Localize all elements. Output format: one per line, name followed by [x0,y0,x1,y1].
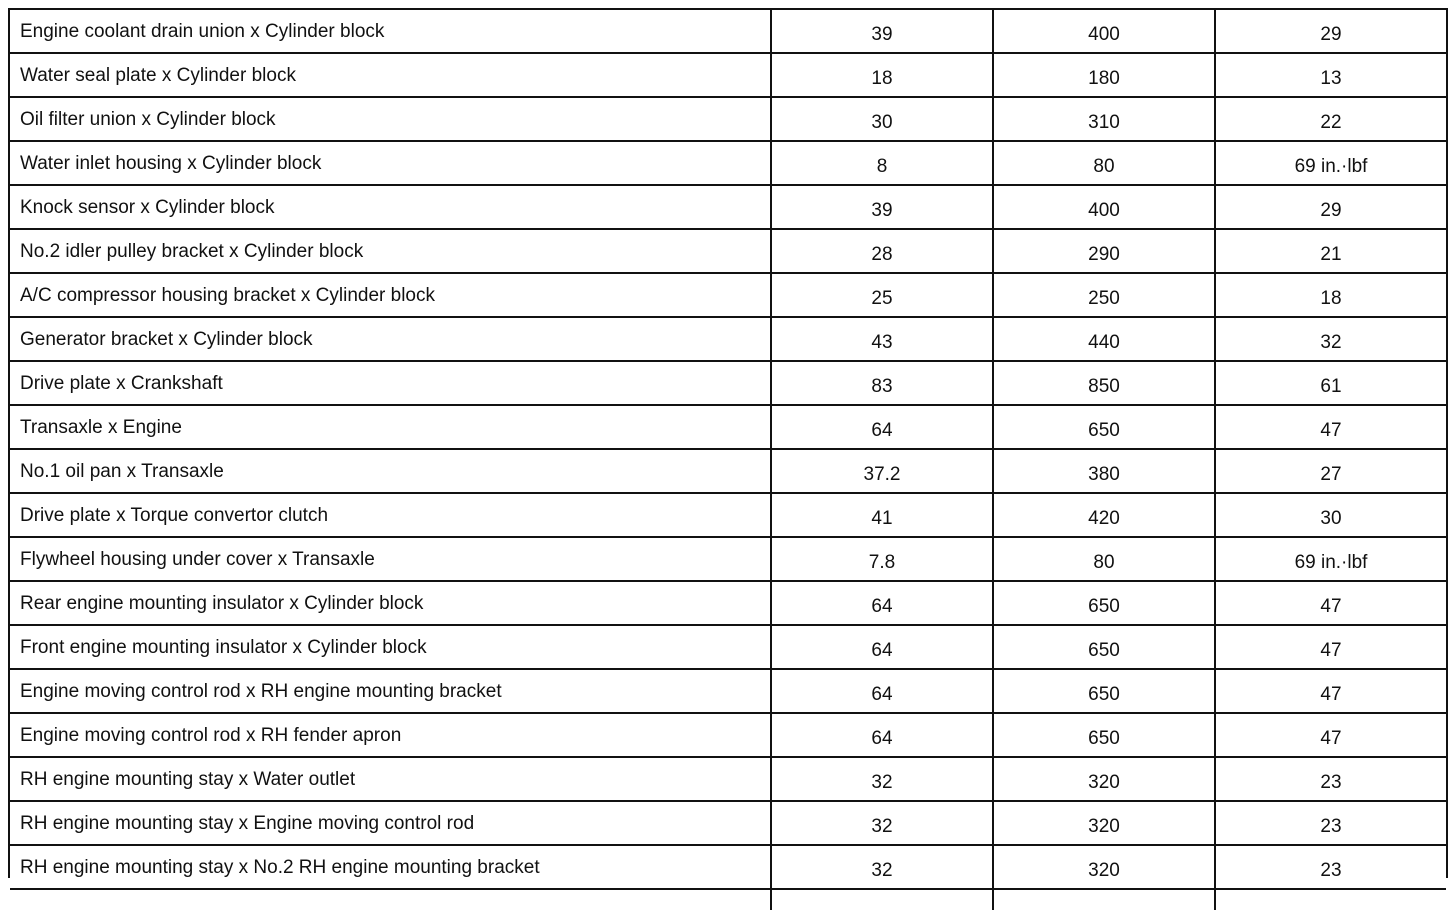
cell-empty [10,889,771,910]
part-name-cell: Engine moving control rod x RH engine mounting bracket [10,669,771,713]
part-name-cell: Engine coolant drain union x Cylinder block [10,10,771,53]
table-row [10,10,1446,53]
torque-kgf-cm-cell: 850 [993,361,1215,405]
table-row [10,581,1446,625]
torque-ft-lbf-cell: 27 [1215,449,1446,493]
torque-nm-cell: 64 [771,405,993,449]
part-name-cell: Oil filter union x Cylinder block [10,97,771,141]
part-name-cell: Knock sensor x Cylinder block [10,185,771,229]
torque-kgf-cm-cell: 250 [993,273,1215,317]
torque-ft-lbf-cell: 23 [1215,845,1446,889]
torque-nm-cell: 7.8 [771,537,993,581]
torque-kgf-cm-cell: 650 [993,713,1215,757]
table-row [10,845,1446,889]
part-name-cell: RH engine mounting stay x Engine moving control rod [10,801,771,845]
table-row [10,493,1446,537]
part-name-cell: RH engine mounting stay x No.2 RH engine mounting bracket [10,845,771,889]
torque-kgf-cm-cell: 80 [993,141,1215,185]
torque-ft-lbf-cell: 47 [1215,625,1446,669]
torque-ft-lbf-cell: 29 [1215,10,1446,53]
torque-kgf-cm-cell: 320 [993,757,1215,801]
torque-kgf-cm-cell: 320 [993,801,1215,845]
torque-ft-lbf-cell: 23 [1215,801,1446,845]
part-name-cell: A/C compressor housing bracket x Cylinder block [10,273,771,317]
torque-table-body [10,10,1446,910]
part-name-cell: RH engine mounting stay x Water outlet [10,757,771,801]
torque-nm-cell: 64 [771,713,993,757]
torque-ft-lbf-cell: 29 [1215,185,1446,229]
part-name-cell: Front engine mounting insulator x Cylinder block [10,625,771,669]
torque-ft-lbf-cell: 47 [1215,405,1446,449]
torque-kgf-cm-cell: 180 [993,53,1215,97]
torque-nm-cell: 28 [771,229,993,273]
torque-nm-cell: 32 [771,845,993,889]
torque-kgf-cm-cell: 290 [993,229,1215,273]
torque-nm-cell: 30 [771,97,993,141]
torque-ft-lbf-cell: 47 [1215,581,1446,625]
table-row [10,317,1446,361]
torque-nm-cell: 64 [771,581,993,625]
torque-ft-lbf-cell: 69 in.·lbf [1215,537,1446,581]
torque-kgf-cm-cell: 650 [993,625,1215,669]
table-row [10,757,1446,801]
table-row [10,669,1446,713]
torque-kgf-cm-cell: 400 [993,10,1215,53]
torque-ft-lbf-cell: 61 [1215,361,1446,405]
table-row [10,53,1446,97]
torque-ft-lbf-cell: 13 [1215,53,1446,97]
torque-nm-cell: 43 [771,317,993,361]
torque-nm-cell: 41 [771,493,993,537]
torque-nm-cell: 18 [771,53,993,97]
torque-nm-cell: 8 [771,141,993,185]
table-row [10,449,1446,493]
table-row [10,625,1446,669]
torque-ft-lbf-cell: 22 [1215,97,1446,141]
part-name-cell: Rear engine mounting insulator x Cylinder block [10,581,771,625]
cell-empty [771,889,993,910]
torque-kgf-cm-cell: 650 [993,669,1215,713]
torque-nm-cell: 39 [771,185,993,229]
torque-kgf-cm-cell: 380 [993,449,1215,493]
table-row [10,229,1446,273]
torque-nm-cell: 64 [771,669,993,713]
torque-spec-table [10,10,1446,910]
torque-ft-lbf-cell: 47 [1215,669,1446,713]
torque-nm-cell: 37.2 [771,449,993,493]
part-name-cell: Flywheel housing under cover x Transaxle [10,537,771,581]
torque-ft-lbf-cell: 23 [1215,757,1446,801]
torque-kgf-cm-cell: 320 [993,845,1215,889]
torque-ft-lbf-cell: 32 [1215,317,1446,361]
torque-kgf-cm-cell: 440 [993,317,1215,361]
table-row [10,141,1446,185]
torque-spec-sheet [8,8,1448,881]
torque-ft-lbf-cell: 21 [1215,229,1446,273]
torque-kgf-cm-cell: 310 [993,97,1215,141]
torque-kgf-cm-cell: 650 [993,581,1215,625]
torque-nm-cell: 32 [771,757,993,801]
torque-ft-lbf-cell: 47 [1215,713,1446,757]
torque-kgf-cm-cell: 80 [993,537,1215,581]
table-row [10,801,1446,845]
torque-kgf-cm-cell: 400 [993,185,1215,229]
part-name-cell: Drive plate x Torque convertor clutch [10,493,771,537]
part-name-cell: Engine moving control rod x RH fender apron [10,713,771,757]
table-row [10,537,1446,581]
torque-nm-cell: 64 [771,625,993,669]
torque-ft-lbf-cell: 69 in.·lbf [1215,141,1446,185]
part-name-cell: No.2 idler pulley bracket x Cylinder block [10,229,771,273]
table-row [10,185,1446,229]
torque-ft-lbf-cell: 18 [1215,273,1446,317]
torque-nm-cell: 39 [771,10,993,53]
cell-empty [993,889,1215,910]
part-name-cell: Transaxle x Engine [10,405,771,449]
part-name-cell: Generator bracket x Cylinder block [10,317,771,361]
table-row [10,405,1446,449]
part-name-cell: Water seal plate x Cylinder block [10,53,771,97]
torque-nm-cell: 25 [771,273,993,317]
table-row [10,97,1446,141]
part-name-cell: Drive plate x Crankshaft [10,361,771,405]
torque-ft-lbf-cell: 30 [1215,493,1446,537]
part-name-cell: Water inlet housing x Cylinder block [10,141,771,185]
torque-kgf-cm-cell: 420 [993,493,1215,537]
cell-empty [1215,889,1446,910]
table-row-partial [10,889,1446,910]
torque-kgf-cm-cell: 650 [993,405,1215,449]
table-row [10,273,1446,317]
torque-nm-cell: 83 [771,361,993,405]
torque-nm-cell: 32 [771,801,993,845]
table-row [10,713,1446,757]
part-name-cell: No.1 oil pan x Transaxle [10,449,771,493]
table-row [10,361,1446,405]
